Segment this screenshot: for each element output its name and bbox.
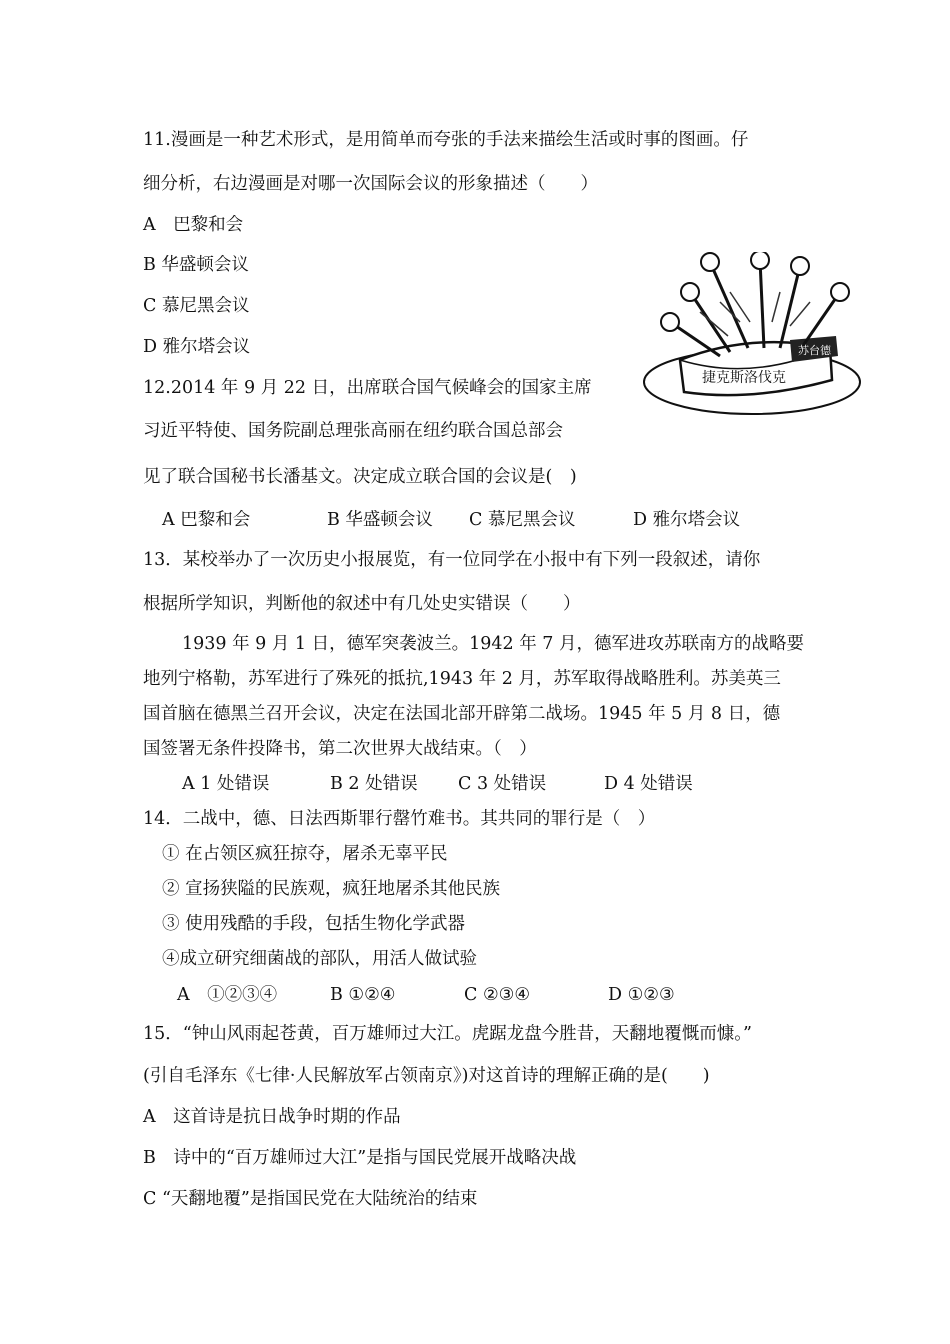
q12-option-d: D 雅尔塔会议 [633,510,741,530]
q11-stem-line-2: 细分析，右边漫画是对哪一次国际会议的形象描述（ ） [143,174,598,194]
q12-option-b: B 华盛顿会议 [327,510,433,530]
q13-option-a: A 1 处错误 [182,774,270,794]
q12-option-c: C 慕尼黑会议 [469,510,576,530]
q15-option-b: B 诗中的“百万雄师过大江”是指与国民党展开战略决战 [143,1148,577,1168]
q13-option-d: D 4 处错误 [604,774,693,794]
cartoon-tag-label: 苏台德 [798,344,831,357]
q13-stem-line-2: 根据所学知识，判断他的叙述中有几处史实错误（ ） [143,594,581,614]
q12-stem-line-3: 见了联合国秘书长潘基文。决定成立联合国的会议是( ) [143,467,577,487]
q13-option-c: C 3 处错误 [458,774,547,794]
cartoon-label: 捷克斯洛伐克 [702,370,786,386]
q15-stem-line-1: 15．“钟山风雨起苍黄，百万雄师过大江。虎踞龙盘今胜昔，天翻地覆慨而慷。” [143,1024,752,1044]
q13-passage-line-4: 国签署无条件投降书，第二次世界大战结束。（ ） [143,739,537,759]
q15-stem-line-2: (引自毛泽东《七律·人民解放军占领南京》)对这首诗的理解正确的是( ) [143,1066,710,1086]
q11-option-a: A 巴黎和会 [143,215,244,235]
q13-passage-line-2: 地列宁格勒，苏军进行了殊死的抵抗,1943 年 2 月，苏军取得战略胜利。苏美英三 [143,669,781,689]
q13-passage-line-1: 1939 年 9 月 1 日，德军突袭波兰。1942 年 7 月，德军进攻苏联南方的战略要 [182,634,804,654]
q11-option-b: B 华盛顿会议 [143,255,249,275]
q14-option-a: A ①②③④ [177,985,278,1005]
q14-item-1: ① 在占领区疯狂掠夺，屠杀无辜平民 [162,844,448,864]
q13-stem-line-1: 13．某校举办了一次历史小报展览，有一位同学在小报中有下列一段叙述，请你 [143,550,761,570]
q11-option-d: D 雅尔塔会议 [143,337,251,357]
q14-option-c: C ②③④ [464,985,531,1005]
q14-option-b: B ①②④ [330,985,396,1005]
q11-stem-line-1: 11.漫画是一种艺术形式，是用简单而夸张的手法来描绘生活或时事的图画。仔 [143,130,749,150]
q15-option-a: A 这首诗是抗日战争时期的作品 [143,1107,401,1127]
q14-item-4: ④成立研究细菌战的部队，用活人做试验 [162,949,477,969]
q13-option-b: B 2 处错误 [330,774,418,794]
q11-option-c: C 慕尼黑会议 [143,296,250,316]
q15-option-c: C “天翻地覆”是指国民党在大陆统治的结束 [143,1189,478,1209]
q12-option-a: A 巴黎和会 [162,510,251,530]
q14-item-3: ③ 使用残酷的手段，包括生物化学武器 [162,914,466,934]
q14-option-d: D ①②③ [608,985,675,1005]
cartoon-illustration [640,252,870,424]
q12-stem-line-2: 习近平特使、国务院副总理张高丽在纽约联合国总部会 [143,421,563,441]
q14-item-2: ② 宣扬狭隘的民族观，疯狂地屠杀其他民族 [162,879,501,899]
q13-passage-line-3: 国首脑在德黑兰召开会议，决定在法国北部开辟第二战场。1945 年 5 月 8 日，德 [143,704,781,724]
q12-stem-line-1: 12.2014 年 9 月 22 日，出席联合国气候峰会的国家主席 [143,378,592,398]
q14-stem: 14．二战中，德、日法西斯罪行罄竹难书。其共同的罪行是（ ） [143,809,656,829]
